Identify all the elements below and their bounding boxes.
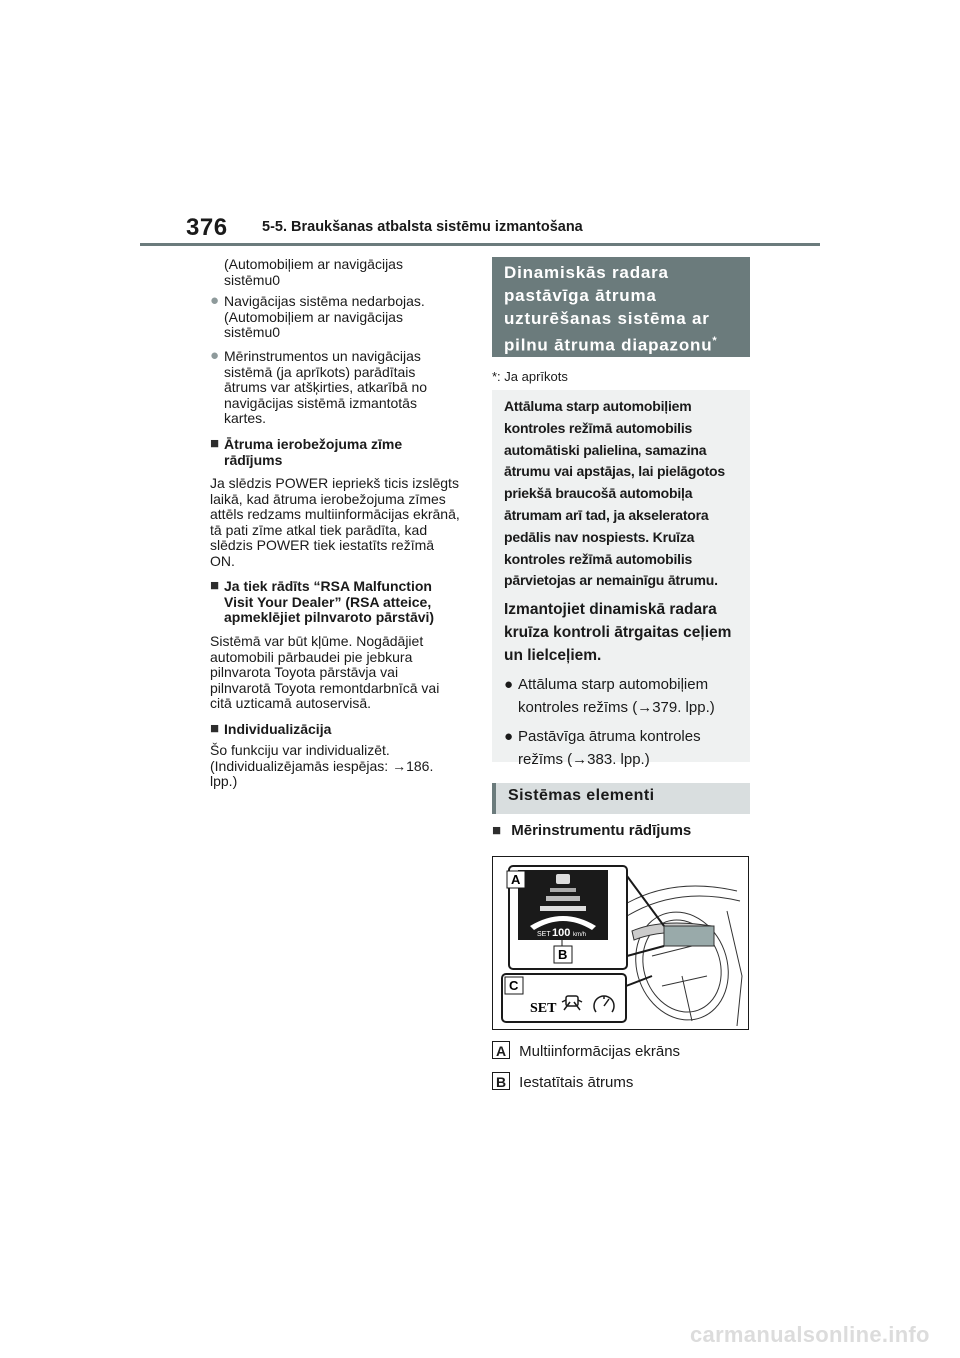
legend-item-b: B Iestatītais ātrums: [492, 1072, 633, 1091]
set-indicator: SET: [530, 1001, 557, 1016]
summary-box: [492, 390, 750, 769]
bullet-icon: ●: [504, 728, 514, 746]
square-bullet-icon: ■: [210, 720, 220, 737]
section-heading-system-components: Sistēmas elementi: [492, 783, 750, 814]
bullet-icon: ●: [504, 676, 514, 694]
intro-text: (Automobiļiem ar navigācijas sistēmu0: [224, 256, 403, 288]
bullet-icon: ●: [210, 292, 220, 309]
legend-label-b: B: [492, 1072, 510, 1090]
usage-note: Izmantojiet dinamiskā radara kruīza kontroli ātrgaitas ceļiem un lielceļiem.: [504, 601, 732, 665]
legend-label-a: A: [492, 1041, 510, 1059]
section-heading-radar-cruise: Dinamiskās radara pastāvīga ātruma uzturēšanas sistēma ar pilnu ātruma diapazonu*: [492, 257, 750, 357]
paragraph-customization: Šo funkciju var individualizēt. (Individualizējamās iespējas: →186. lpp.): [210, 742, 434, 789]
footnote: *: Ja aprīkots: [492, 369, 568, 384]
section-title: 5-5. Braukšanas atbalsta sistēmu izmantošana: [262, 219, 583, 235]
square-bullet-icon: ■: [492, 822, 502, 839]
heading-customization: ■ Individualizācija: [210, 720, 332, 737]
set-speed-value: 100: [552, 927, 571, 939]
bullet-speed-difference: ● Mērinstrumentos un navigācijas sistēmā (ja aprīkots) parādītais ātrums var atšķirties, atkarībā no navigācijas sistēmā izmantotās kartes.: [210, 347, 428, 426]
paragraph-rsa-malfunction: Sistēmā var būt kļūme. Nogādājiet automobili pārbaudei pie jebkura pilnvarota Toyota pārstāvja vai pilnvarotā Toyota remontdarbnīcā vai citā uzticamā autoservisā.: [210, 633, 440, 711]
heading-speed-sign: ■ Ātruma ierobežojuma zīme rādījums: [210, 435, 403, 468]
bullet-navigation: ● Navigācijas sistēma nedarbojas. (Automobiļiem ar navigācijas sistēmu0: [210, 292, 425, 340]
list-item-distance-mode: ● Attāluma starp automobiļiem kontroles režīms (→379. lpp.): [504, 673, 738, 719]
page-number: 376: [186, 214, 228, 241]
label-c: C: [509, 978, 519, 993]
heading-gauge-display: ■ Mērinstrumentu rādījums: [492, 822, 692, 839]
watermark: carmanualsonline.info: [690, 1322, 930, 1347]
square-bullet-icon: ■: [210, 435, 220, 452]
heading-rsa-malfunction: ■ Ja tiek rādīts “RSA Malfunction Visit Your Dealer” (RSA atteice, apmeklējiet pilnvaroto pārstāvi): [210, 577, 435, 625]
set-speed-label: SET: [537, 931, 551, 938]
header-rule: [140, 243, 820, 246]
bullet-icon: ●: [210, 347, 220, 364]
set-speed-unit: km/h: [573, 932, 587, 938]
list-item-constant-speed-mode: ● Pastāvīga ātruma kontroles režīms (→383. lpp.): [504, 725, 738, 771]
instrument-cluster-illustration: [492, 856, 749, 1030]
label-b: B: [558, 947, 568, 962]
legend-item-a: A Multiinformācijas ekrāns: [492, 1041, 680, 1060]
paragraph-speed-sign: Ja slēdzis POWER iepriekš ticis izslēgts laikā, kad ātruma ierobežojuma zīmes attēls redzams multiinformācijas ekrānā, tā pati zīme atkal tiek parādīta, kad slēdzis POWER tiek iestatīts režīmā ON.: [210, 475, 460, 569]
label-a: A: [511, 872, 521, 887]
square-bullet-icon: ■: [210, 577, 220, 594]
summary-paragraph: Attāluma starp automobiļiem kontroles režīmā automobilis automātiski palielina, samazina ātrumu vai apstājas, lai pielāgotos priekšā braucošā automobiļa ātrumam arī tad, ja akseleratora pedālis nav nospiests. Kruīza kontroles režīmā automobilis pārvietojas ar nemainīgu ātrumu.: [504, 398, 725, 589]
